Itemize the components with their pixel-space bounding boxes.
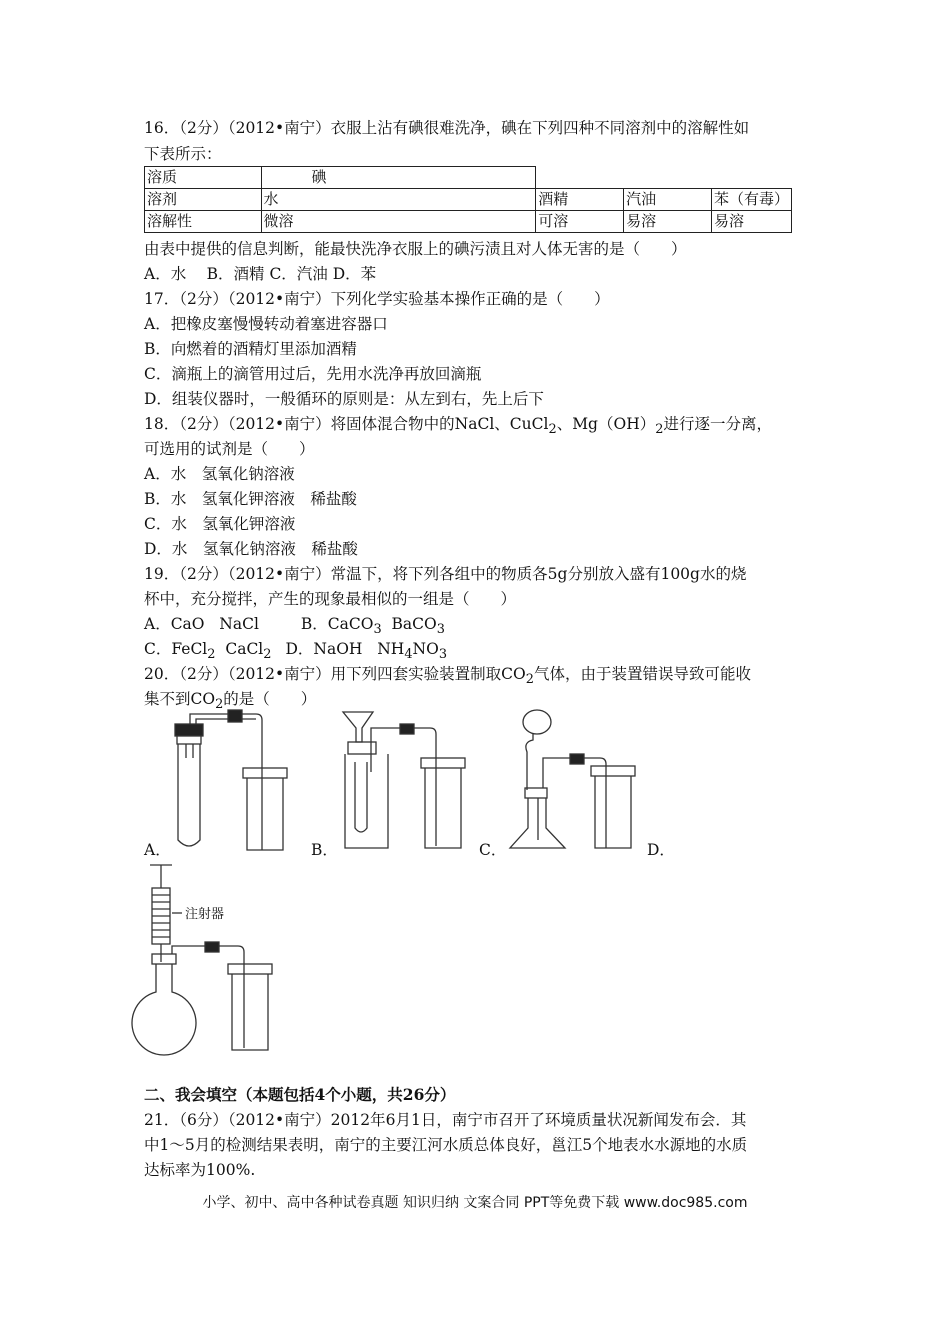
q17-stem: 17．（2分）（2012•南宁）下列化学实验基本操作正确的是（ ） xyxy=(144,290,610,308)
q16-stem-line1: 16．（2分）（2012•南宁）衣服上沾有碘很难洗净，碘在下列四种不同溶剂中的溶解性如 xyxy=(144,119,750,137)
q19-option-c xyxy=(144,640,272,663)
table-cell: 易溶 xyxy=(711,211,791,233)
solubility-label: 溶解性 xyxy=(145,211,262,233)
q18-option-d: D．水 氢氧化钠溶液 稀盐酸 xyxy=(144,540,358,558)
subscript: 4 xyxy=(404,647,413,663)
q18-stem-part: 、Mg（OH） xyxy=(556,415,656,433)
table-cell: 苯（有毒） xyxy=(711,189,791,211)
table-row xyxy=(145,189,792,211)
subscript: 2 xyxy=(263,647,272,663)
solubility-table xyxy=(144,166,792,233)
formula: B．CaCO xyxy=(300,615,374,633)
syringe-label: 注射器 xyxy=(185,907,225,922)
q18-stem-line1 xyxy=(144,414,772,440)
table-cell: 酒精 xyxy=(536,189,624,211)
subscript: 3 xyxy=(436,622,445,638)
q21-line3: 达标率为100%. xyxy=(144,1161,256,1179)
q16-question: 由表中提供的信息判断，能最快洗净衣服上的碘污渍且对人体无害的是（ ） xyxy=(144,240,687,258)
apparatus-c xyxy=(510,710,635,848)
apparatus-label-d: D． xyxy=(647,841,675,859)
subscript: 2 xyxy=(525,672,534,688)
subscript: 2 xyxy=(207,647,216,663)
solute-label: 溶质 xyxy=(145,167,262,189)
q18-stem-line2: 可选用的试剂是（ ） xyxy=(144,440,315,458)
q18-stem-part: 18．（2分）（2012•南宁）将固体混合物中的NaCl、CuCl xyxy=(144,415,549,433)
formula: NO xyxy=(412,640,439,658)
q19-stem-line2: 杯中，充分搅拌，产生的现象最相似的一组是（ ） xyxy=(144,590,517,608)
section-title: 二、我会填空（本题包括4个小题，共26分） xyxy=(144,1085,456,1104)
q18-option-c: C．水 氢氧化钾溶液 xyxy=(144,515,296,533)
q17-option-b: B．向燃着的酒精灯里添加酒精 xyxy=(144,340,357,358)
q17-option-a: A．把橡皮塞慢慢转动着塞进容器口 xyxy=(144,315,388,333)
formula: BaCO xyxy=(381,615,437,633)
q20-stem-part: 20．（2分）（2012•南宁）用下列四套实验装置制取CO xyxy=(144,665,526,683)
table-cell: 可溶 xyxy=(536,211,624,233)
q19-option-b xyxy=(300,615,445,638)
subscript: 3 xyxy=(438,647,448,663)
apparatus-a xyxy=(175,710,287,850)
apparatus-label-a: A． xyxy=(144,841,171,859)
formula: C．FeCl xyxy=(144,640,208,658)
subscript: 2 xyxy=(215,697,224,713)
q20-stem-line1 xyxy=(144,664,751,690)
table-row xyxy=(145,167,792,189)
q20-stem-part: 集不到CO xyxy=(144,690,216,708)
table-cell: 易溶 xyxy=(624,211,712,233)
apparatus-label-b: B． xyxy=(311,841,338,859)
q18-option-a: A．水 氢氧化钠溶液 xyxy=(144,465,295,483)
apparatus-d xyxy=(132,865,272,1055)
q19-option-a: A．CaO NaCl xyxy=(144,615,259,633)
subscript: 2 xyxy=(548,422,557,438)
q18-stem-part: 进行逐一分离， xyxy=(663,415,772,433)
q17-option-c: C．滴瓶上的滴管用过后，先用水洗净再放回滴瓶 xyxy=(144,365,482,383)
formula: CaCl xyxy=(215,640,264,658)
q20-stem-part: 气体，由于装置错误导致可能收 xyxy=(533,665,751,683)
table-cell: 汽油 xyxy=(624,189,712,211)
solvent-label: 溶剂 xyxy=(145,189,262,211)
q18-option-b: B．水 氢氧化钾溶液 稀盐酸 xyxy=(144,490,357,508)
q16-stem-line2: 下表所示： xyxy=(144,145,222,163)
subscript: 2 xyxy=(655,422,664,438)
solute-value: 碘 xyxy=(261,167,536,189)
apparatus-diagrams xyxy=(0,700,950,1070)
q16-options: A．水 B．酒精 C．汽油 D．苯 xyxy=(144,265,377,283)
q19-option-d xyxy=(285,640,448,663)
formula: D．NaOH NH xyxy=(285,640,405,658)
q19-stem-line1: 19．（2分）（2012•南宁）常温下，将下列各组中的物质各5g分别放入盛有100g水的烧 xyxy=(144,565,747,583)
q20-stem-part: 的是（ ） xyxy=(223,690,317,708)
q21-line1: 21．（6分）（2012•南宁）2012年6月1日，南宁市召开了环境质量状况新闻发布会．其 xyxy=(144,1111,747,1129)
apparatus-label-c: C． xyxy=(479,841,507,859)
page-footer: 小学、初中、高中各种试卷真题 知识归纳 文案合同 PPT等免费下载 www.doc985.com xyxy=(202,1195,748,1211)
q17-option-d: D．组装仪器时，一般循环的原则是：从左到右，先上后下 xyxy=(144,390,544,408)
table-cell: 水 xyxy=(261,189,536,211)
table-row xyxy=(145,211,792,233)
apparatus-b xyxy=(343,712,465,848)
q19-options-cd xyxy=(144,639,447,665)
subscript: 3 xyxy=(373,622,382,638)
q19-options-ab xyxy=(144,614,445,640)
table-cell: 微溶 xyxy=(261,211,536,233)
q21-line2: 中1～5月的检测结果表明，南宁的主要江河水质总体良好，邕江5个地表水水源地的水质 xyxy=(144,1136,748,1154)
